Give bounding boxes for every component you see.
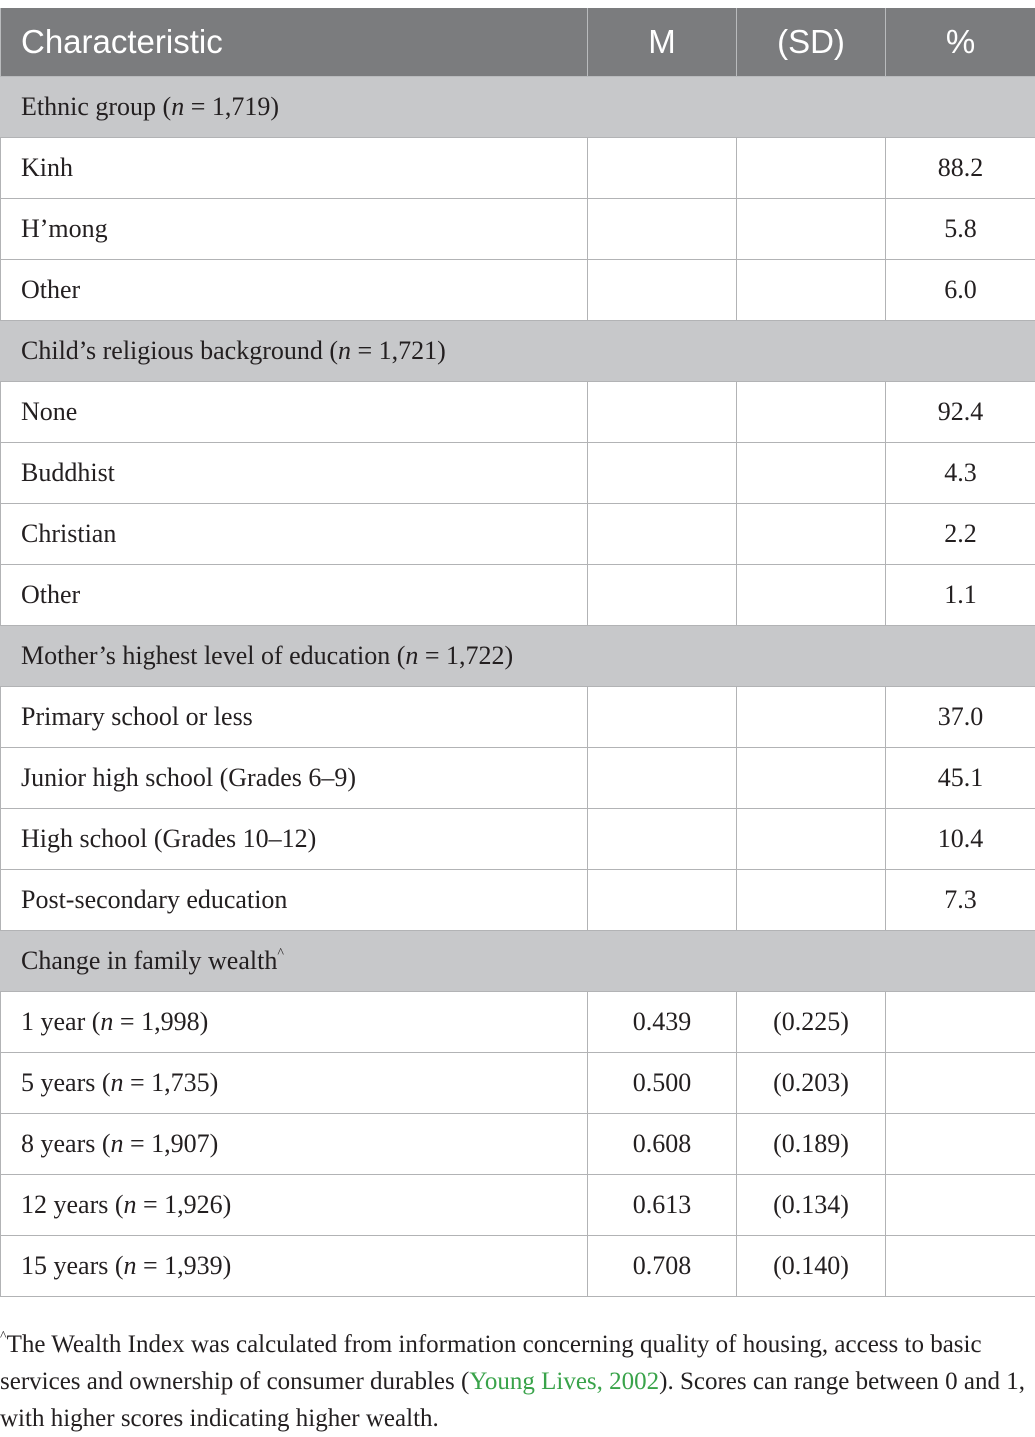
row-percent: [886, 1175, 1035, 1236]
row-label: 15 years (n = 1,939): [1, 1236, 588, 1297]
row-percent: 45.1: [886, 748, 1035, 809]
row-m: [588, 504, 737, 565]
row-percent: 92.4: [886, 382, 1035, 443]
row-percent: 6.0: [886, 260, 1035, 321]
row-percent: [886, 1053, 1035, 1114]
row-sd: (0.140): [737, 1236, 886, 1297]
row-sd: (0.189): [737, 1114, 886, 1175]
section-row-ethnic-group: [1, 77, 1035, 138]
row-sd: [737, 504, 886, 565]
section-row-religion: [1, 321, 1035, 382]
row-sd: [737, 870, 886, 931]
table-row: [1, 870, 1035, 931]
row-sd: [737, 199, 886, 260]
row-m: [588, 748, 737, 809]
table-header: [1, 8, 1035, 77]
table-row: [1, 1114, 1035, 1175]
table-row: [1, 748, 1035, 809]
row-percent: 7.3: [886, 870, 1035, 931]
characteristics-table: [0, 8, 1035, 1297]
table-row: [1, 1236, 1035, 1297]
header-m: M: [588, 8, 737, 77]
table-row: [1, 260, 1035, 321]
row-label: Buddhist: [1, 443, 588, 504]
section-label: Mother’s highest level of education (n = 1,722): [1, 626, 1035, 687]
row-sd: [737, 443, 886, 504]
section-label: Change in family wealth^: [1, 931, 1035, 992]
table-row: [1, 199, 1035, 260]
citation-link[interactable]: Young Lives, 2002: [469, 1368, 659, 1395]
row-sd: [737, 260, 886, 321]
header-row: [1, 8, 1035, 77]
table-row: [1, 687, 1035, 748]
row-label: H’mong: [1, 199, 588, 260]
row-label: Christian: [1, 504, 588, 565]
row-label: Junior high school (Grades 6–9): [1, 748, 588, 809]
row-sd: (0.203): [737, 1053, 886, 1114]
footnote-marker: ^: [0, 1329, 7, 1344]
section-row-family-wealth: [1, 931, 1035, 992]
row-m: [588, 138, 737, 199]
row-m: 0.500: [588, 1053, 737, 1114]
row-label: 12 years (n = 1,926): [1, 1175, 588, 1236]
row-percent: 88.2: [886, 138, 1035, 199]
table-footnote: ^The Wealth Index was calculated from information concerning quality of housing, access to basic services and ownership of consumer durables (Young Lives, 2002). Scores can range between 0 and 1, with higher scores indicating higher wealth.: [0, 1318, 1030, 1437]
table-row: [1, 504, 1035, 565]
section-label: Ethnic group (n = 1,719): [1, 77, 1035, 138]
row-label: Kinh: [1, 138, 588, 199]
row-percent: 4.3: [886, 443, 1035, 504]
row-m: [588, 443, 737, 504]
row-percent: [886, 1114, 1035, 1175]
row-percent: [886, 992, 1035, 1053]
header-characteristic: Characteristic: [1, 8, 588, 77]
row-sd: [737, 565, 886, 626]
header-percent: %: [886, 8, 1035, 77]
row-m: [588, 870, 737, 931]
table-row: [1, 443, 1035, 504]
table-row: [1, 992, 1035, 1053]
row-sd: (0.134): [737, 1175, 886, 1236]
row-sd: [737, 748, 886, 809]
table-row: [1, 565, 1035, 626]
row-percent: 37.0: [886, 687, 1035, 748]
row-sd: [737, 382, 886, 443]
footnote-marker: ^: [277, 946, 284, 961]
row-m: [588, 565, 737, 626]
row-m: 0.708: [588, 1236, 737, 1297]
row-m: 0.608: [588, 1114, 737, 1175]
row-percent: 2.2: [886, 504, 1035, 565]
table-row: [1, 1053, 1035, 1114]
row-percent: 10.4: [886, 809, 1035, 870]
header-sd: (SD): [737, 8, 886, 77]
row-m: [588, 199, 737, 260]
table-row: [1, 138, 1035, 199]
row-label: 8 years (n = 1,907): [1, 1114, 588, 1175]
row-m: [588, 260, 737, 321]
row-m: 0.439: [588, 992, 737, 1053]
table-row: [1, 809, 1035, 870]
row-label: 5 years (n = 1,735): [1, 1053, 588, 1114]
table-row: [1, 1175, 1035, 1236]
row-m: [588, 382, 737, 443]
row-m: [588, 687, 737, 748]
row-percent: [886, 1236, 1035, 1297]
section-row-mother-education: [1, 626, 1035, 687]
section-label: Child’s religious background (n = 1,721): [1, 321, 1035, 382]
row-m: [588, 809, 737, 870]
row-label: Other: [1, 260, 588, 321]
row-m: 0.613: [588, 1175, 737, 1236]
row-label: Other: [1, 565, 588, 626]
row-sd: [737, 809, 886, 870]
row-percent: 5.8: [886, 199, 1035, 260]
row-label: None: [1, 382, 588, 443]
row-percent: 1.1: [886, 565, 1035, 626]
row-label: Post-secondary education: [1, 870, 588, 931]
row-label: Primary school or less: [1, 687, 588, 748]
row-sd: [737, 687, 886, 748]
row-label: 1 year (n = 1,998): [1, 992, 588, 1053]
table-row: [1, 382, 1035, 443]
row-sd: [737, 138, 886, 199]
row-label: High school (Grades 10–12): [1, 809, 588, 870]
row-sd: (0.225): [737, 992, 886, 1053]
